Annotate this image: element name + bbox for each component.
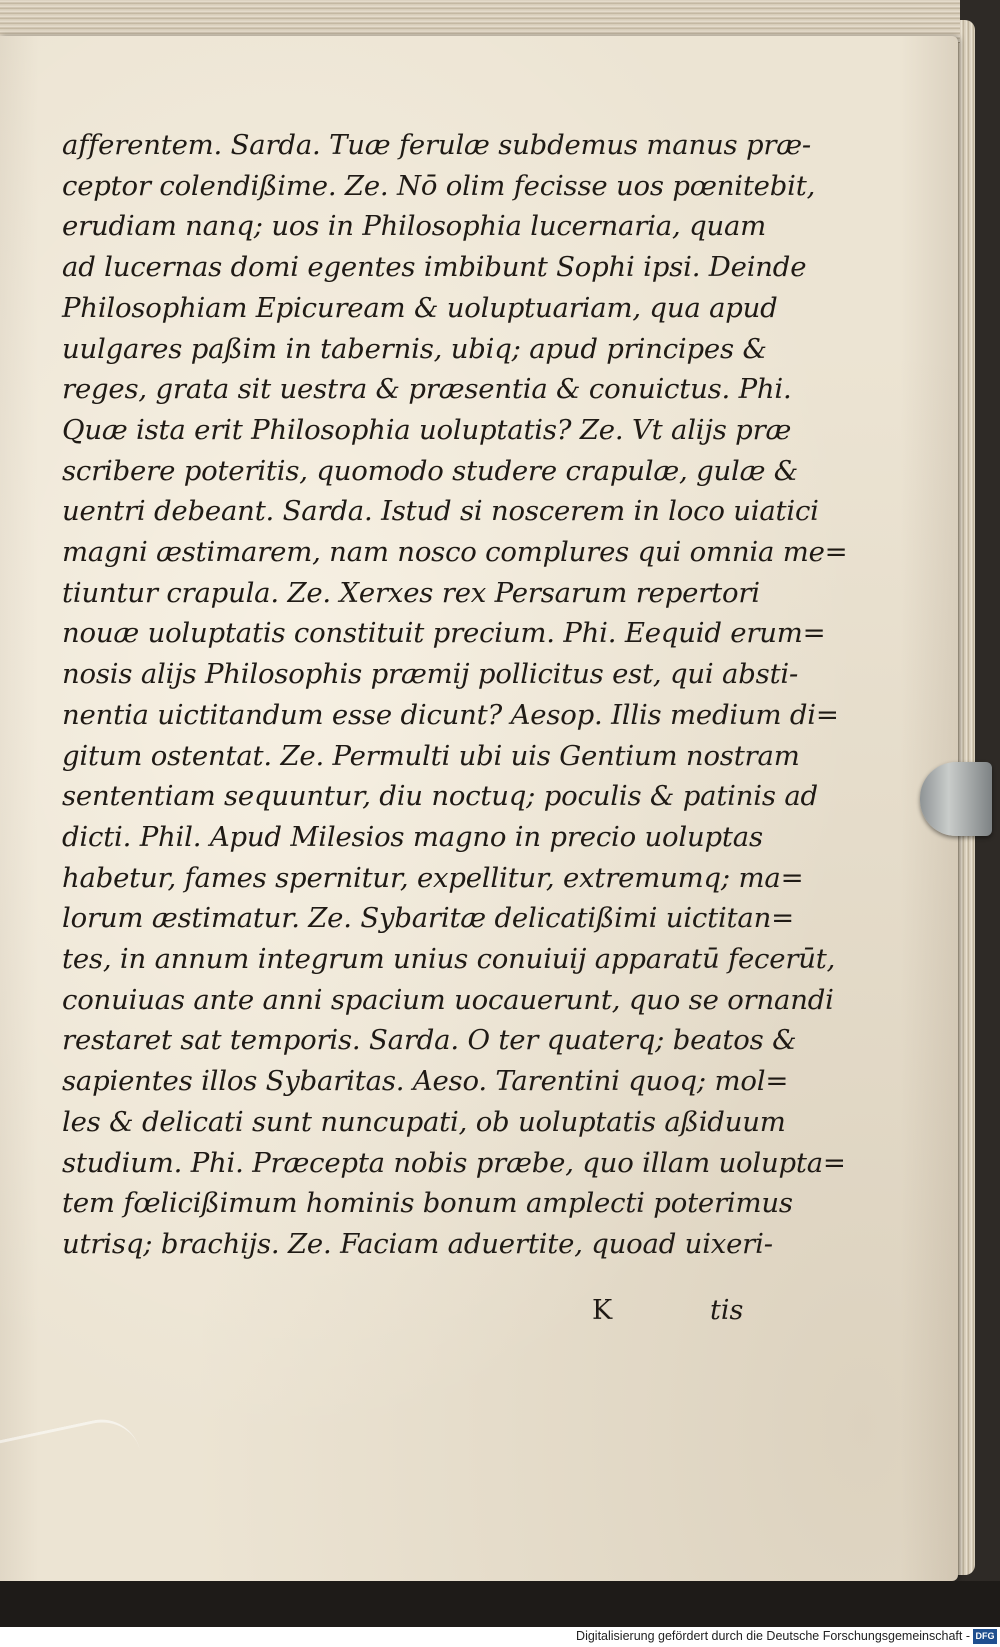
text-line: dicti. Phil. Apud Milesios magno in precio uoluptas [62, 820, 763, 853]
page-stain [0, 1412, 145, 1503]
text-line: studium. Phi. Præcepta nobis præbe, quo illam uolupta= [62, 1146, 846, 1179]
book-clip [920, 762, 992, 836]
text-line: ad lucernas domi egentes imbibunt Sophi ipsi. Deinde [62, 251, 807, 284]
text-line: habetur, fames spernitur, expellitur, extremumq; ma= [62, 861, 804, 894]
text-line: magni æstimarem, nam nosco complures qui omnia me= [62, 536, 848, 569]
text-line: Philosophiam Epicuream & uoluptuariam, qua apud [62, 291, 778, 324]
text-line: uentri debeant. Sarda. Istud si noscerem in loco uiatici [62, 495, 819, 528]
text-line: nosis alijs Philosophis præmij pollicitus est, qui absti- [62, 658, 799, 691]
text-line: restaret sat temporis. Sarda. O ter quaterq; beatos & [62, 1024, 797, 1057]
credit-bar [0, 1627, 1000, 1647]
text-line: utrisq; brachijs. Ze. Faciam aduertite, quoad uixeri- [62, 1227, 773, 1260]
text-line: tiuntur crapula. Ze. Xerxes rex Persarum repertori [62, 576, 760, 609]
page-footer [62, 1295, 752, 1335]
text-line: nentia uictitandum esse dicunt? Aesop. Illis medium di= [62, 698, 839, 731]
text-line: tes, in annum integrum unius conuiuij apparatū fecerūt, [62, 943, 836, 976]
text-line: Quæ ista erit Philosophia uoluptatis? Ze. Vt alijs præ [62, 413, 792, 446]
text-line: erudiam nanq; uos in Philosophia lucernaria, quam [62, 210, 767, 243]
text-line: tem fœlicißimum hominis bonum amplecti poterimus [62, 1187, 793, 1220]
text-line: afferentem. Sarda. Tuæ ferulæ subdemus manus præ- [62, 129, 812, 161]
text-line: reges, grata sit uestra & præsentia & conuictus. Phi. [62, 373, 792, 406]
text-line: scribere poteritis, quomodo studere crapulæ, gulæ & [62, 454, 799, 487]
text-line: nouæ uoluptatis constituit precium. Phi. Eequid erum= [62, 617, 826, 650]
dfg-logo-icon: DFG [973, 1629, 997, 1644]
signature-mark: K [592, 1295, 613, 1326]
text-line: gitum ostentat. Ze. Permulti ubi uis Gentium nostram [62, 739, 800, 772]
page-text [62, 125, 848, 1265]
text-line: sapientes illos Sybaritas. Aeso. Tarentini quoq; mol= [62, 1065, 789, 1098]
credit-text: Digitalisierung gefördert durch die Deutsche Forschungsgemeinschaft - [576, 1629, 970, 1643]
catchword: tis [710, 1295, 744, 1326]
text-line: uulgares paßim in tabernis, ubiq; apud principes & [62, 332, 767, 365]
text-line: conuiuas ante anni spacium uocauerunt, quo se ornandi [62, 983, 834, 1016]
text-line: sententiam sequuntur, diu noctuq; poculis & patinis ad [62, 780, 818, 813]
text-line: lorum æstimatur. Ze. Sybaritæ delicatißimi uictitan= [62, 902, 794, 935]
text-line: les & delicati sunt nuncupati, ob uoluptatis aßiduum [62, 1105, 786, 1138]
text-line: ceptor colendißime. Ze. Nō olim fecisse uos pœnitebit, [62, 169, 816, 202]
